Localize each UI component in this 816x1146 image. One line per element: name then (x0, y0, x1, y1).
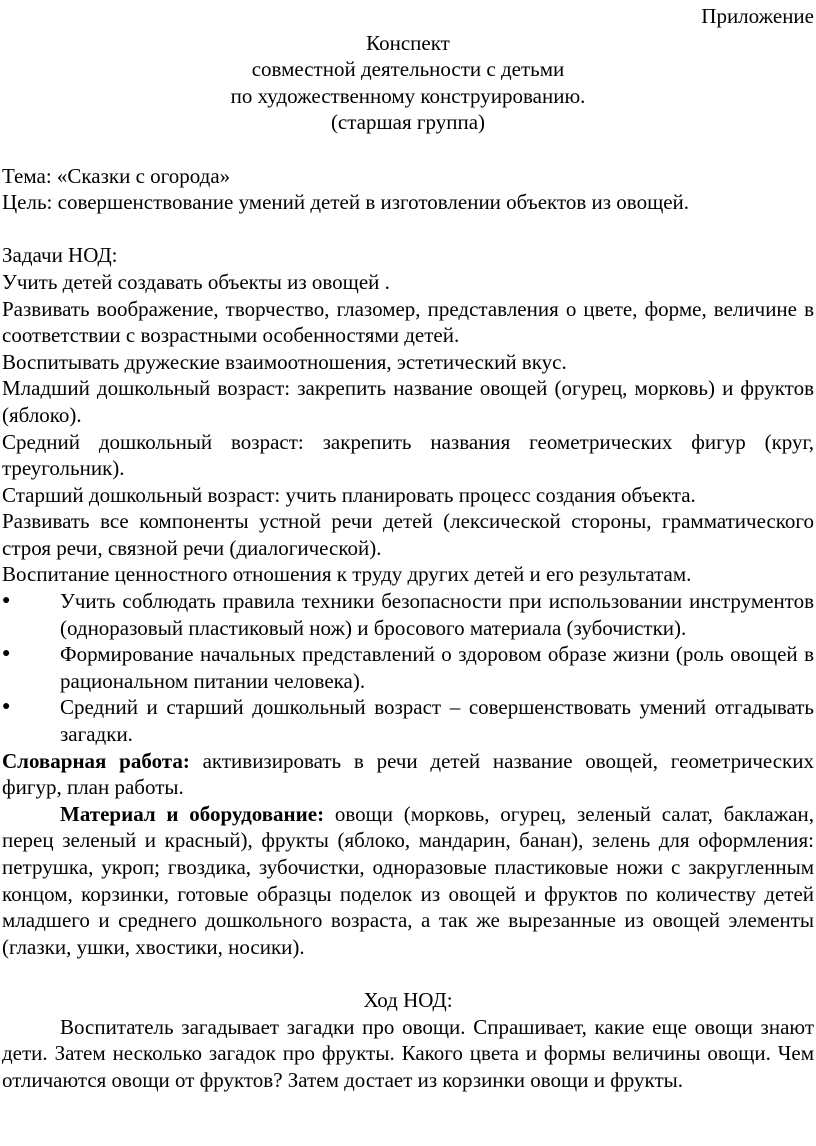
bullet-dot-icon: ● (2, 646, 11, 662)
materials-text: овощи (морковь, огурец, зеленый салат, баклажан, перец зеленый и красный), фрукты (яблоко, мандарин, банан), зелень для оформления: петрушка, укроп; гвоздика, зубочистки, одноразовые пластиковые ножи с закругленным концом, корзинки, готовые образцы поделок из овощей и фруктов по количеству детей младшего и среднего дошкольного возраста, а так же вырезанные из овощей элементы (глазки, ушки, хвостики, носики). (2, 801, 815, 959)
bullet-text: Учить соблюдать правила техники безопасности при использовании инструментов (одноразовый пластиковый нож) и бросового материала (зубочистки). (60, 589, 814, 640)
vocabulary-text: активизировать в речи детей название овощей, геометрических фигур, план работы. (2, 748, 814, 800)
task-paragraph: Воспитывать дружеские взаимоотношения, эстетический вкус. (2, 349, 567, 374)
spacer (2, 960, 814, 987)
goal-line: Цель: совершенствование умений детей в изготовлении объектов из овощей. (2, 190, 690, 215)
materials-paragraph (2, 801, 814, 961)
bullet-item (2, 588, 814, 641)
title-line-2: совместной деятельности с детьми (251, 57, 565, 82)
task-paragraph: Учить детей создавать объекты из овощей . (2, 269, 390, 294)
bullet-text: Средний и старший дошкольный возраст – совершенствовать умений отгадывать загадки. (60, 695, 814, 747)
bullet-dot-icon: ● (2, 699, 11, 715)
task-paragraph: Развивать воображение, творчество, глазомер, представления о цвете, форме, величине в соответствии с возрастными особенностями детей. (2, 296, 814, 348)
bullet-dot-icon: ● (2, 593, 11, 609)
tasks-heading: Задачи НОД: (2, 243, 118, 268)
title-line-1: Конспект (366, 30, 450, 55)
bullet-text: Формирование начальных представлений о здоровом образе жизни (роль овощей в рациональном питании человека). (60, 642, 814, 693)
spacer (2, 216, 814, 243)
task-paragraph: Младший дошкольный возраст: закрепить название овощей (огурец, морковь) и фруктов (яблоко). (2, 376, 814, 427)
spacer (2, 136, 814, 163)
title-line-3: по художественному конструированию. (230, 83, 586, 108)
task-paragraph: Воспитание ценностного отношения к труду других детей и его результатам. (2, 562, 692, 587)
title-line-4: (старшая группа) (330, 110, 486, 135)
materials-label: Материал и оборудование: (60, 801, 325, 826)
bullet-item (2, 641, 814, 694)
appendix-label: Приложение (701, 4, 814, 28)
task-paragraph: Развивать все компоненты устной речи детей (лексической стороны, грамматического строя речи, связной речи (диалогической). (2, 509, 814, 560)
task-paragraph: Средний дошкольный возраст: закрепить названия геометрических фигур (круг, треугольник). (2, 429, 814, 481)
course-paragraph: Воспитатель загадывает загадки про овощи. Спрашивает, какие еще овощи знают дети. Затем несколько загадок про фрукты. Какого цвета и формы величины овощи. Чем отличаются овощи от фруктов? Затем достает из корзинки овощи и фрукты. (2, 1014, 814, 1092)
vocabulary-label: Словарная работа: (2, 748, 190, 773)
theme-line: Тема: «Сказки с огорода» (2, 163, 231, 188)
bullet-item (2, 694, 814, 747)
task-paragraph: Старший дошкольный возраст: учить планировать процесс создания объекта. (2, 482, 696, 507)
course-heading: Ход НОД: (363, 987, 453, 1012)
vocabulary-paragraph (2, 748, 814, 801)
